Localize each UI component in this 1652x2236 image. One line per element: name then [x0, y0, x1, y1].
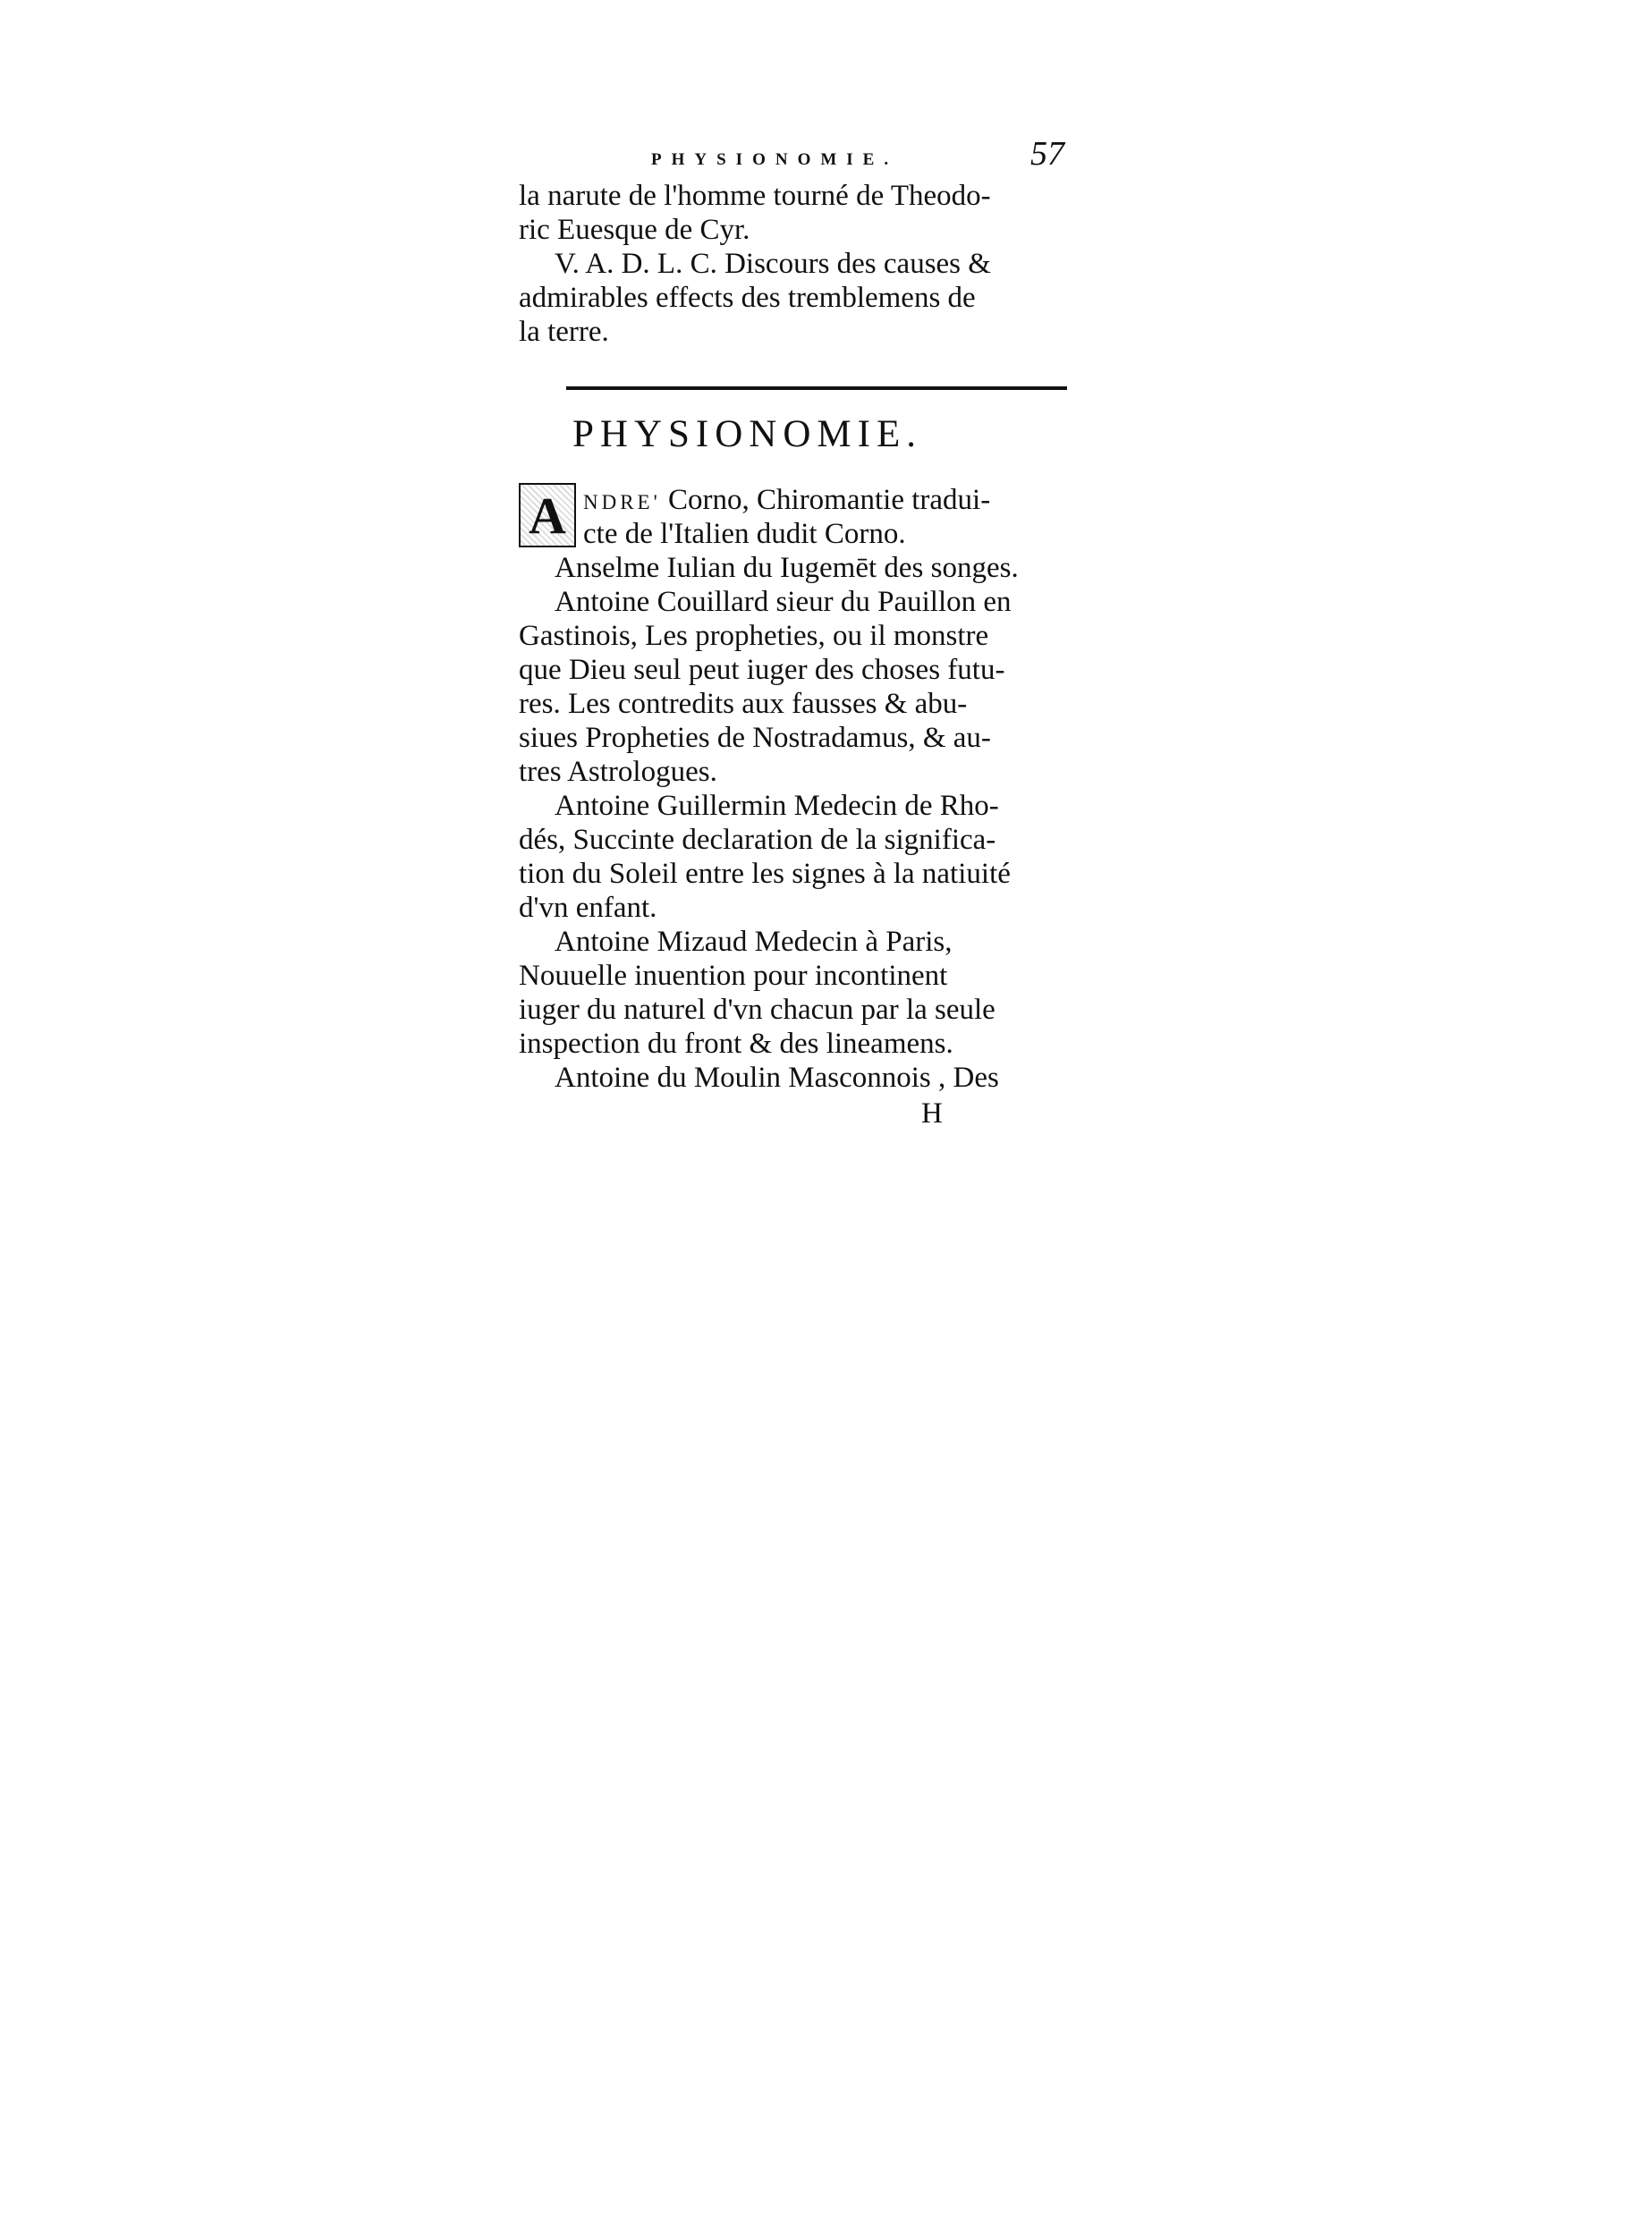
text-line: tres Astrologues. [519, 756, 717, 788]
text-line: ric Euesque de Cyr. [519, 214, 750, 246]
running-title: PHYSIONOMIE. [651, 150, 899, 169]
text-line: iuger du naturel d'vn chacun par la seule [519, 994, 995, 1026]
section-divider [566, 386, 1067, 390]
entry [519, 925, 1082, 1061]
text-line: Antoine Guillermin Medecin de Rho- [555, 790, 999, 822]
text-line: que Dieu seul peut iuger des choses futu- [519, 654, 1005, 686]
text-line: admirables effects des tremblemens de [519, 282, 976, 314]
page-text-block [519, 134, 1082, 1131]
text-line: V. A. D. L. C. Discours des causes & [555, 248, 991, 280]
text-line: Antoine du Moulin Masconnois , Des [555, 1062, 999, 1094]
section-heading: PHYSIONOMIE. [572, 413, 922, 455]
entry [519, 789, 1082, 925]
text-line: Antoine Mizaud Medecin à Paris, [555, 926, 953, 958]
text-line: cte de l'Italien dudit Corno. [583, 518, 906, 550]
text-line: Antoine Couillard sieur du Pauillon en [555, 586, 1012, 618]
text-line: dés, Succinte declaration de la significa- [519, 824, 996, 856]
text-line: Nouuelle inuention pour incontinent [519, 960, 948, 992]
entry [519, 585, 1082, 789]
text-line: d'vn enfant. [519, 892, 657, 924]
first-entry-caps: NDRE' [583, 491, 661, 513]
text-line: Gastinois, Les propheties, ou il monstre [519, 620, 989, 652]
text-line: inspection du front & des lineamens. [519, 1028, 953, 1060]
first-entry [519, 483, 1082, 551]
text-line: res. Les contredits aux fausses & abu- [519, 688, 968, 720]
entry [519, 1061, 1082, 1095]
text-line: la narute de l'homme tourné de Theodo- [519, 180, 991, 212]
text-line: siues Propheties de Nostradamus, & au- [519, 722, 991, 754]
text-line: la terre. [519, 316, 609, 348]
text-line: tion du Soleil entre les signes à la natiuité [519, 858, 1011, 890]
page-number: 57 [1030, 135, 1064, 173]
previous-section-text [519, 179, 1082, 349]
entry [519, 551, 1082, 585]
signature-mark: H [921, 1097, 943, 1130]
ornamental-initial: A [519, 483, 576, 547]
text-line: Anselme Iulian du Iugemēt des songes. [555, 552, 1019, 584]
first-entry-text: Corno, Chiromantie tradui- [668, 484, 991, 516]
running-head [519, 134, 1082, 179]
section-entries [519, 483, 1082, 1131]
